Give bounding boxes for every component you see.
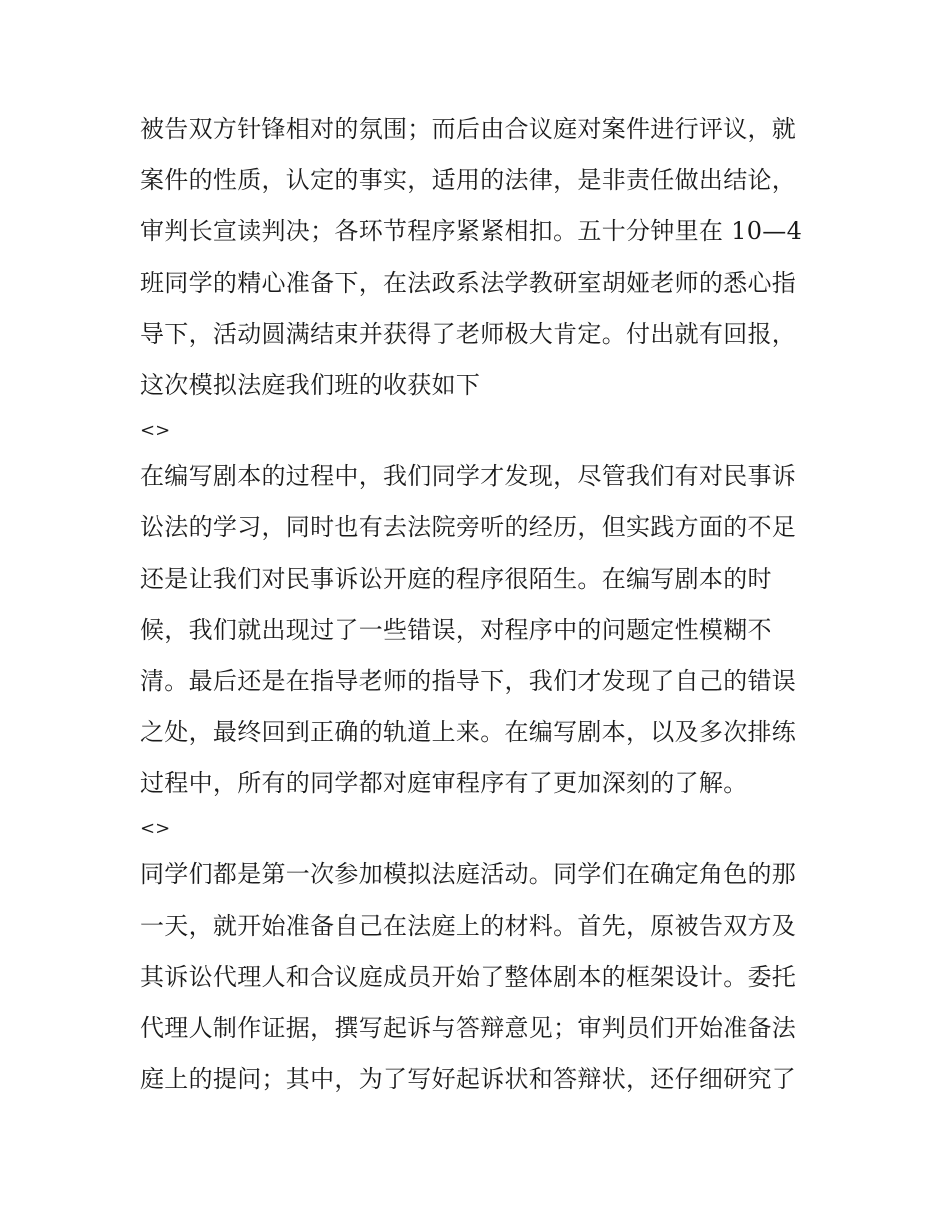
section-separator: <> bbox=[140, 818, 171, 840]
text-line: 候，我们就出现过了一些错误，对程序中的问题定性模糊不 bbox=[140, 615, 772, 644]
text-line: 审判长宣读判决；各环节程序紧紧相扣。五十分钟里在 10—4 bbox=[140, 217, 803, 246]
text-line: 之处，最终回到正确的轨道上来。在编写剧本，以及多次排练 bbox=[140, 718, 797, 747]
text-line: 清。最后还是在指导老师的指导下，我们才发现了自己的错误 bbox=[140, 666, 797, 695]
text-line: 一天，就开始准备自己在法庭上的材料。首先，原被告双方及 bbox=[140, 911, 797, 940]
paragraph-1 bbox=[140, 104, 820, 411]
text-line: 被告双方针锋相对的氛围；而后由合议庭对案件进行评议，就 bbox=[140, 115, 797, 143]
text-line: 代理人制作证据，撰写起诉与答辩意见；审判员们开始准备法 bbox=[140, 1014, 797, 1042]
text-line: 导下，活动圆满结束并获得了老师极大肯定。付出就有回报， bbox=[140, 319, 797, 348]
text-line: 同学们都是第一次参加模拟法庭活动。同学们在确定角色的那 bbox=[140, 860, 797, 889]
text-line: 其诉讼代理人和合议庭成员开始了整体剧本的框架设计。委托 bbox=[140, 962, 797, 991]
document-body bbox=[140, 104, 820, 1105]
text-line: 班同学的精心准备下，在法政系法学教研室胡娅老师的悉心指 bbox=[140, 268, 797, 297]
text-line: 这次模拟法庭我们班的收获如下 bbox=[140, 370, 481, 399]
text-line: 讼法的学习，同时也有去法院旁听的经历，但实践方面的不足 bbox=[140, 513, 797, 542]
text-line: 还是让我们对民事诉讼开庭的程序很陌生。在编写剧本的时 bbox=[140, 564, 772, 593]
text-line: 过程中，所有的同学都对庭审程序有了更加深刻的了解。 bbox=[140, 769, 748, 798]
text-line: 庭上的提问；其中，为了写好起诉状和答辩状，还仔细研究了 bbox=[140, 1065, 797, 1094]
text-line: 案件的性质，认定的事实，适用的法律，是非责任做出结论， bbox=[140, 166, 797, 195]
paragraph-3 bbox=[140, 849, 820, 1105]
text-line: 在编写剧本的过程中，我们同学才发现，尽管我们有对民事诉 bbox=[140, 462, 797, 491]
section-separator: <> bbox=[140, 420, 171, 442]
paragraph-2 bbox=[140, 451, 820, 809]
